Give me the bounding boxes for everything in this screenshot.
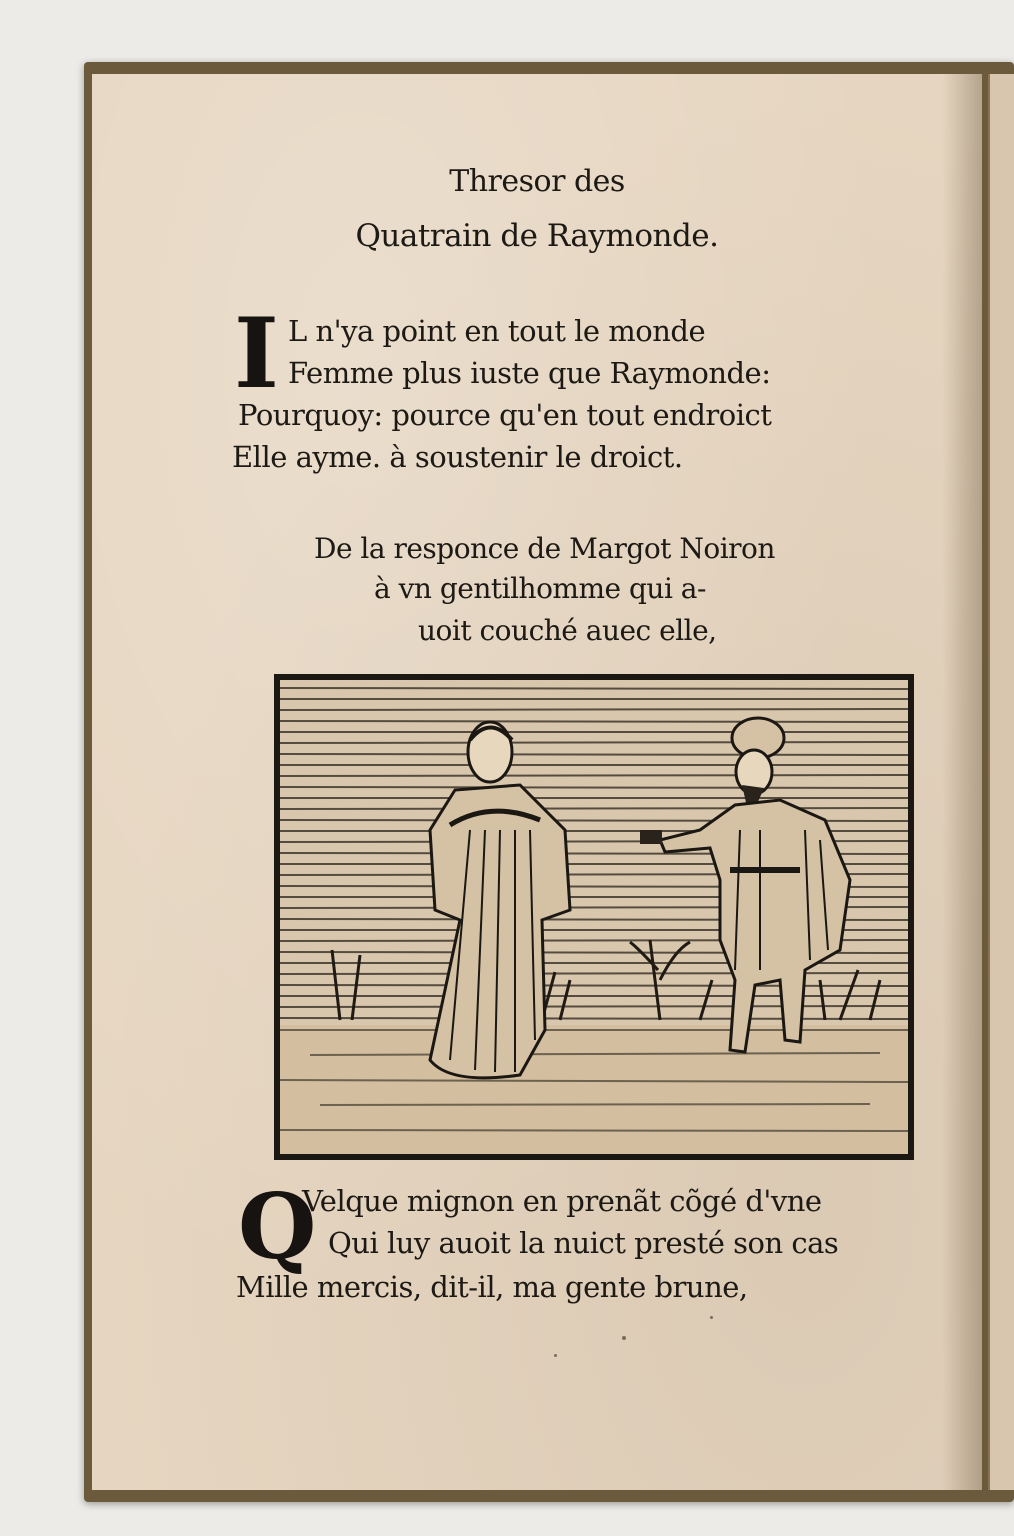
book-page [92,74,982,1490]
verse-line-2: Qui luy auoit la nuict presté son cas [328,1226,839,1260]
hatch-line [280,754,908,755]
verse-line-3: Mille mercis, dit-il, ma gente brune, [236,1270,748,1304]
verse-line-1: Velque mignon en prenãt cõgé d'vne [302,1184,822,1218]
hatch-line [280,1018,908,1019]
quatrain-line-4: Elle ayme. à soustenir le droict. [232,440,683,474]
section-title: Quatrain de Raymonde. [355,218,719,254]
quatrain-line-1: L n'ya point en tout le monde [288,314,706,348]
hatch-line [280,808,908,809]
hatch-line [280,973,908,974]
hatch-line [280,985,908,986]
hatch-line [280,688,908,689]
running-title: Thresor des [449,164,625,199]
man-figure [640,718,850,1052]
gutter-shadow [942,74,982,1490]
hatch-line [280,721,908,722]
hatch-line [280,787,908,788]
hatch-line [280,742,908,743]
quatrain-line-3: Pourquoy: pource qu'en tout endroict [238,398,772,432]
woodcut-image [280,680,908,1154]
woodcut-illustration [274,674,914,1160]
drop-cap-q: Q [238,1174,317,1280]
quatrain-line-2: Femme plus iuste que Raymonde: [288,356,771,390]
heading-line-1: De la responce de Margot Noiron [314,532,775,565]
heading-line-2: à vn gentilhomme qui a- [374,572,706,605]
heading-line-3: uoit couché auec elle, [418,614,717,647]
hatch-line [280,1006,908,1007]
facing-page-edge [988,74,1014,1490]
hatch-line [280,775,908,776]
hatch-line [280,709,908,710]
drop-cap-i: I [234,297,279,410]
